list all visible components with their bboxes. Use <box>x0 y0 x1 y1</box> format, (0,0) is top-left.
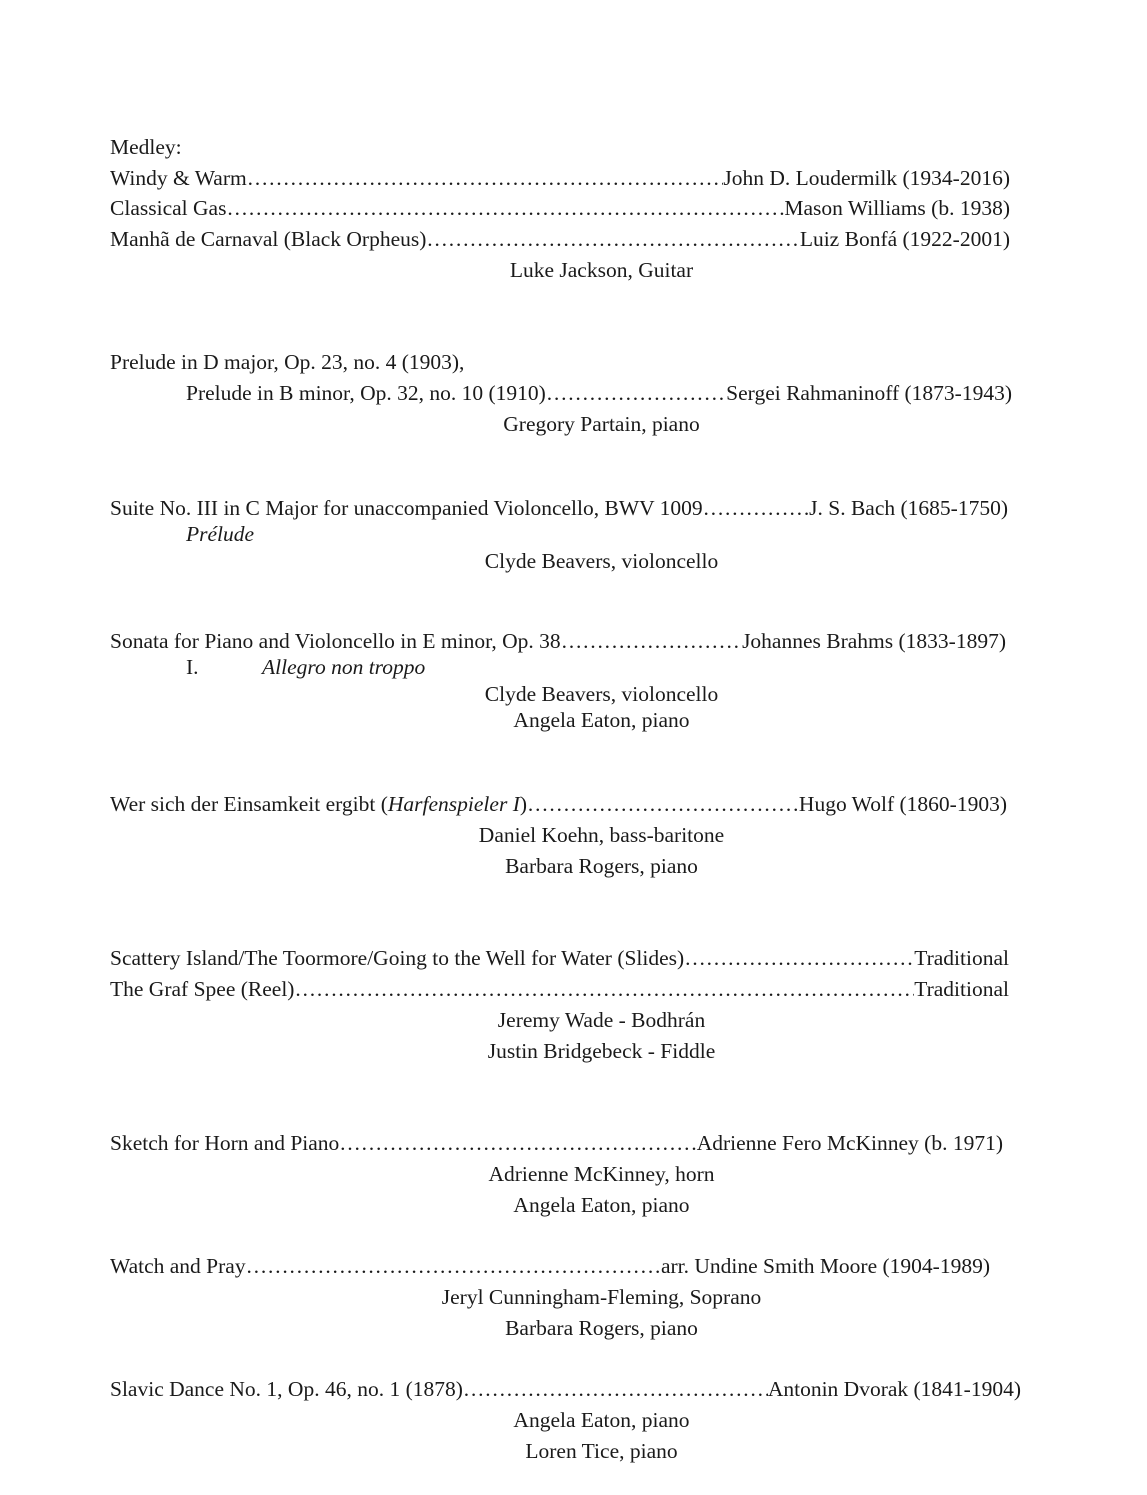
performer: Jeryl Cunningham-Fleming, Soprano <box>441 1285 762 1309</box>
dot-leader <box>339 1130 696 1156</box>
performer: Justin Bridgebeck - Fiddle <box>487 1039 716 1063</box>
dot-leader <box>246 1253 661 1279</box>
composer: John D. Loudermilk (1934-2016) <box>723 166 1010 190</box>
performer: Loren Tice, piano <box>525 1439 678 1463</box>
dot-leader <box>546 380 726 406</box>
program-entry <box>110 1130 1003 1156</box>
medley-heading: Medley: <box>110 135 182 159</box>
title-text: Wer sich der Einsamkeit ergibt ( <box>110 792 388 816</box>
piece-title: Suite No. III in C Major for unaccompanied Violoncello, BWV 1009 <box>110 496 703 520</box>
piece-title: Sketch for Horn and Piano <box>110 1131 340 1155</box>
program-entry <box>110 976 1009 1002</box>
movement-line <box>186 654 425 680</box>
performer: Clyde Beavers, violoncello <box>484 549 719 573</box>
movement-number: I. <box>186 655 199 679</box>
performer: Barbara Rogers, piano <box>505 1316 698 1340</box>
composer: Luiz Bonfá (1922-2001) <box>799 227 1010 251</box>
performer: Barbara Rogers, piano <box>505 854 698 878</box>
performer: Daniel Koehn, bass-baritone <box>478 823 725 847</box>
dot-leader <box>527 791 799 817</box>
program-entry <box>110 495 1008 521</box>
piece-title <box>110 791 527 817</box>
composer: Mason Williams (b. 1938) <box>784 196 1010 220</box>
piece-title: Manhã de Carnaval (Black Orpheus) <box>110 227 427 251</box>
performer: Gregory Partain, piano <box>503 412 700 436</box>
dot-leader <box>684 945 914 971</box>
composer: Antonin Dvorak (1841-1904) <box>767 1377 1021 1401</box>
performer: Angela Eaton, piano <box>513 1193 690 1217</box>
dot-leader <box>426 226 799 252</box>
program-entry <box>110 1376 1021 1402</box>
piece-title: Slavic Dance No. 1, Op. 46, no. 1 (1878) <box>110 1377 463 1401</box>
piece-title: Sonata for Piano and Violoncello in E minor, Op. 38 <box>110 629 561 653</box>
program-entry <box>110 165 1010 191</box>
piece-title: Watch and Pray <box>110 1254 246 1278</box>
dot-leader <box>463 1376 768 1402</box>
movement: Prélude <box>186 522 255 546</box>
performer: Adrienne McKinney, horn <box>488 1162 715 1186</box>
composer: Johannes Brahms (1833-1897) <box>742 629 1006 653</box>
performer: Clyde Beavers, violoncello <box>484 682 719 706</box>
piece-title: Classical Gas <box>110 196 227 220</box>
composer: Adrienne Fero McKinney (b. 1971) <box>696 1131 1003 1155</box>
composer: Hugo Wolf (1860-1903) <box>798 792 1007 816</box>
performer: Jeremy Wade - Bodhrán <box>497 1008 706 1032</box>
performer: Luke Jackson, Guitar <box>509 258 694 282</box>
program-entry <box>110 628 1006 654</box>
performer: Angela Eaton, piano <box>513 708 690 732</box>
performer: Angela Eaton, piano <box>513 1408 690 1432</box>
composer: J. S. Bach (1685-1750) <box>809 496 1008 520</box>
title-text: ) <box>519 792 528 816</box>
dot-leader <box>561 628 742 654</box>
program-entry <box>186 380 1012 406</box>
dot-leader <box>294 976 914 1002</box>
title-italic: Harfenspieler I <box>387 792 520 816</box>
piece-title: Prelude in D major, Op. 23, no. 4 (1903), <box>110 350 465 374</box>
program-entry <box>110 945 1009 971</box>
dot-leader <box>703 495 810 521</box>
program-entry <box>110 226 1010 252</box>
piece-title: The Graf Spee (Reel) <box>110 977 295 1001</box>
composer: Traditional <box>914 977 1009 1001</box>
piece-title: Scattery Island/The Toormore/Going to the Well for Water (Slides) <box>110 946 685 970</box>
composer: arr. Undine Smith Moore (1904-1989) <box>660 1254 990 1278</box>
movement: Allegro non troppo <box>262 655 426 679</box>
piece-title: Windy & Warm <box>110 166 247 190</box>
piece-title: Prelude in B minor, Op. 32, no. 10 (1910) <box>186 381 546 405</box>
program-entry <box>110 791 1007 817</box>
dot-leader <box>226 195 784 221</box>
dot-leader <box>247 165 724 191</box>
composer: Traditional <box>914 946 1009 970</box>
composer: Sergei Rahmaninoff (1873-1943) <box>726 381 1012 405</box>
program-entry <box>110 1253 990 1279</box>
program-entry <box>110 195 1010 221</box>
